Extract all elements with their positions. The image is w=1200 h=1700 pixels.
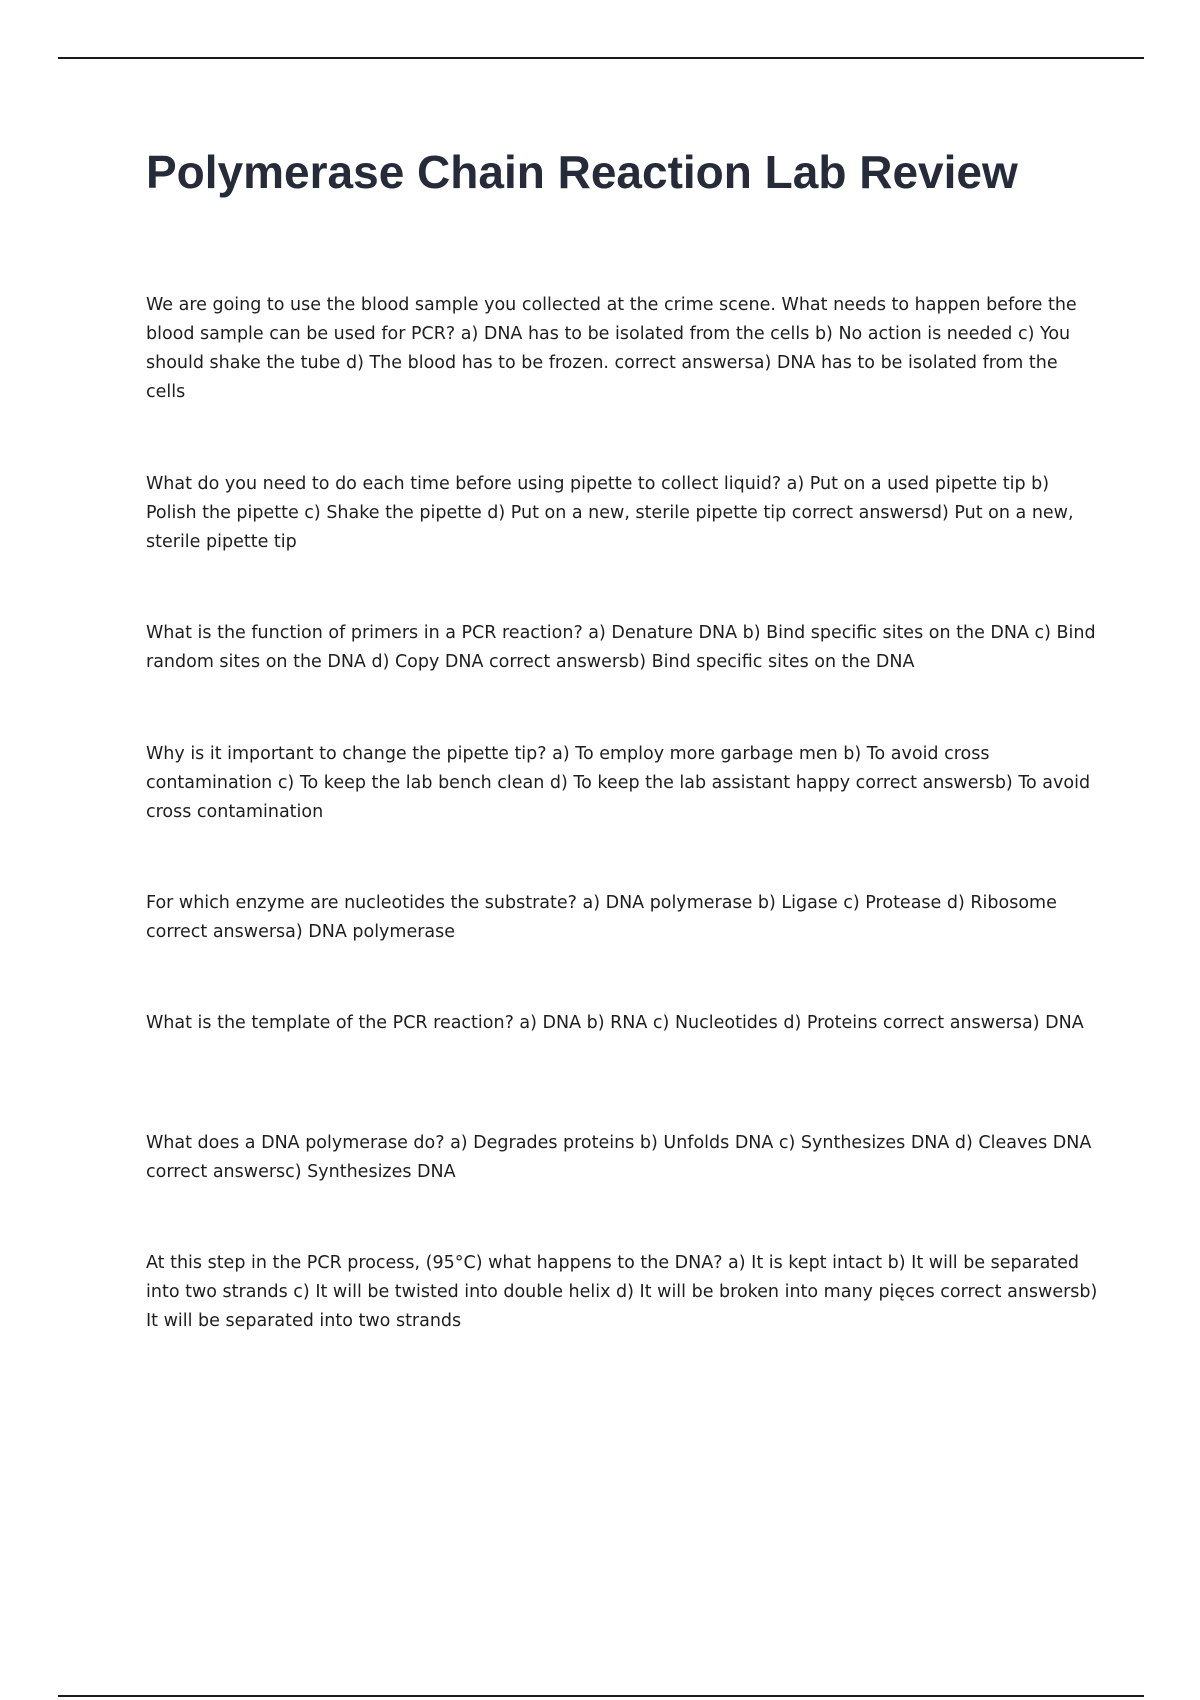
page-title: Polymerase Chain Reaction Lab Review — [146, 146, 1018, 198]
bottom-rule — [58, 1695, 1144, 1697]
question-item: What is the function of primers in a PCR reaction? a) Denature DNA b) Bind specific sites on the DNA c) Bind random sites on the DNA d) Copy DNA correct answersb) Bind specific sites on the DNA — [146, 623, 1096, 672]
question-item: What does a DNA polymerase do? a) Degrades proteins b) Unfolds DNA c) Synthesizes DNA d) Cleaves DNA correct answersc) Synthesizes DNA — [146, 1133, 1092, 1182]
question-item: At this step in the PCR process, (95°C) what happens to the DNA? a) It is kept intact b) It will be separated into two strands c) It will be twisted into double helix d) It will be broken into many pięces correct answersb) It will be separated into two strands — [146, 1253, 1098, 1331]
question-item: For which enzyme are nucleotides the substrate? a) DNA polymerase b) Ligase c) Protease d) Ribosome correct answersa) DNA polymerase — [146, 893, 1057, 942]
top-rule — [58, 57, 1144, 59]
question-item: We are going to use the blood sample you collected at the crime scene. What needs to happen before the blood sample can be used for PCR? a) DNA has to be isolated from the cells b) No action is needed c) You should shake the tube d) The blood has to be frozen. correct answersa) DNA has to be isolated from the cells — [146, 295, 1077, 402]
question-item: What is the template of the PCR reaction? a) DNA b) RNA c) Nucleotides d) Proteins correct answersa) DNA — [146, 1013, 1084, 1033]
question-item: What do you need to do each time before using pipette to collect liquid? a) Put on a used pipette tip b) Polish the pipette c) Shake the pipette d) Put on a new, sterile pipette tip correct answersd) Put on a new, sterile pipette tip — [146, 474, 1074, 552]
question-item: Why is it important to change the pipette tip? a) To employ more garbage men b) To avoid cross contamination c) To keep the lab bench clean d) To keep the lab assistant happy correct answersb) To avoid cross contamination — [146, 744, 1091, 822]
